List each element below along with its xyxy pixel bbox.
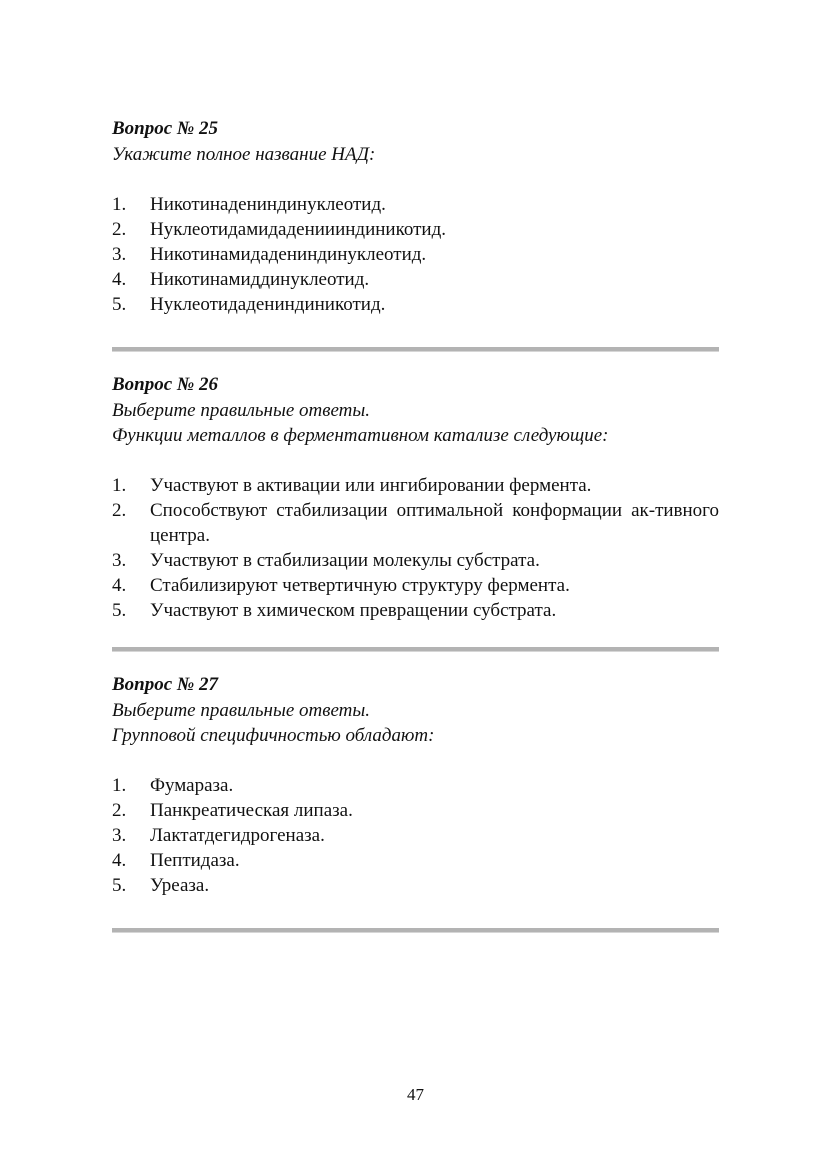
answer-text: Уреаза. [150, 875, 210, 896]
answer-text: Участвуют в стабилизации молекулы субстрата. [150, 550, 540, 571]
question-title: Вопрос № 25 [112, 118, 219, 139]
answer-option [112, 598, 719, 623]
answer-option [112, 873, 719, 898]
answer-number: 4. [112, 575, 127, 596]
answer-text: Участвуют в химическом превращении субстрата. [150, 600, 557, 621]
answer-text: Никотинамиддинуклеотид. [150, 269, 370, 290]
answer-option [112, 267, 719, 292]
answer-list [112, 473, 719, 623]
answer-text: Способствуют стабилизации оптимальной конформации ак-тивного центра. [150, 500, 719, 546]
answer-list [112, 192, 719, 317]
answer-number: 5. [112, 294, 127, 315]
answer-option [112, 242, 719, 267]
answer-text: Лактатдегидрогеназа. [150, 825, 325, 846]
question-25 [112, 116, 719, 317]
answer-option [112, 217, 719, 242]
answer-number: 3. [112, 550, 127, 571]
answer-list [112, 773, 719, 898]
answer-option [112, 823, 719, 848]
answer-number: 2. [112, 800, 127, 821]
document-page [112, 110, 719, 933]
section-divider [112, 928, 719, 933]
answer-option [112, 548, 719, 573]
question-prompt: Функции металлов в ферментативном катализе следующие: [112, 425, 609, 446]
answer-text: Никотинадениндинуклеотид. [150, 194, 386, 215]
question-title: Вопрос № 27 [112, 674, 219, 695]
answer-option [112, 473, 719, 498]
question-27 [112, 672, 719, 898]
question-prompt: Укажите полное название НАД: [112, 144, 376, 165]
question-instruction: Выберите правильные ответы. [112, 700, 371, 721]
answer-option [112, 498, 719, 548]
answer-text: Фумараза. [150, 775, 234, 796]
answer-text: Пептидаза. [150, 850, 240, 871]
question-26 [112, 372, 719, 623]
answer-option [112, 192, 719, 217]
answer-text: Нуклеотидамидадениииндиникотид. [150, 219, 446, 240]
answer-number: 1. [112, 194, 127, 215]
answer-option [112, 573, 719, 598]
section-divider [112, 647, 719, 652]
answer-number: 5. [112, 600, 127, 621]
answer-number: 1. [112, 775, 127, 796]
answer-number: 2. [112, 500, 127, 521]
answer-option [112, 773, 719, 798]
answer-text: Панкреатическая липаза. [150, 800, 353, 821]
answer-text: Стабилизируют четвертичную структуру фермента. [150, 575, 570, 596]
question-prompt: Групповой специфичностью обладают: [112, 725, 435, 746]
answer-text: Никотинамидадениндинуклеотид. [150, 244, 427, 265]
section-divider [112, 347, 719, 352]
question-title: Вопрос № 26 [112, 374, 219, 395]
answer-option [112, 798, 719, 823]
question-instruction: Выберите правильные ответы. [112, 400, 371, 421]
answer-option [112, 848, 719, 873]
answer-text: Участвуют в активации или ингибировании фермента. [150, 475, 592, 496]
answer-number: 1. [112, 475, 127, 496]
answer-text: Нуклеотидадениндиникотид. [150, 294, 386, 315]
answer-number: 4. [112, 269, 127, 290]
answer-number: 3. [112, 825, 127, 846]
answer-number: 4. [112, 850, 127, 871]
answer-number: 2. [112, 219, 127, 240]
answer-option [112, 292, 719, 317]
answer-number: 5. [112, 875, 127, 896]
page-number: 47 [407, 1085, 424, 1104]
answer-number: 3. [112, 244, 127, 265]
